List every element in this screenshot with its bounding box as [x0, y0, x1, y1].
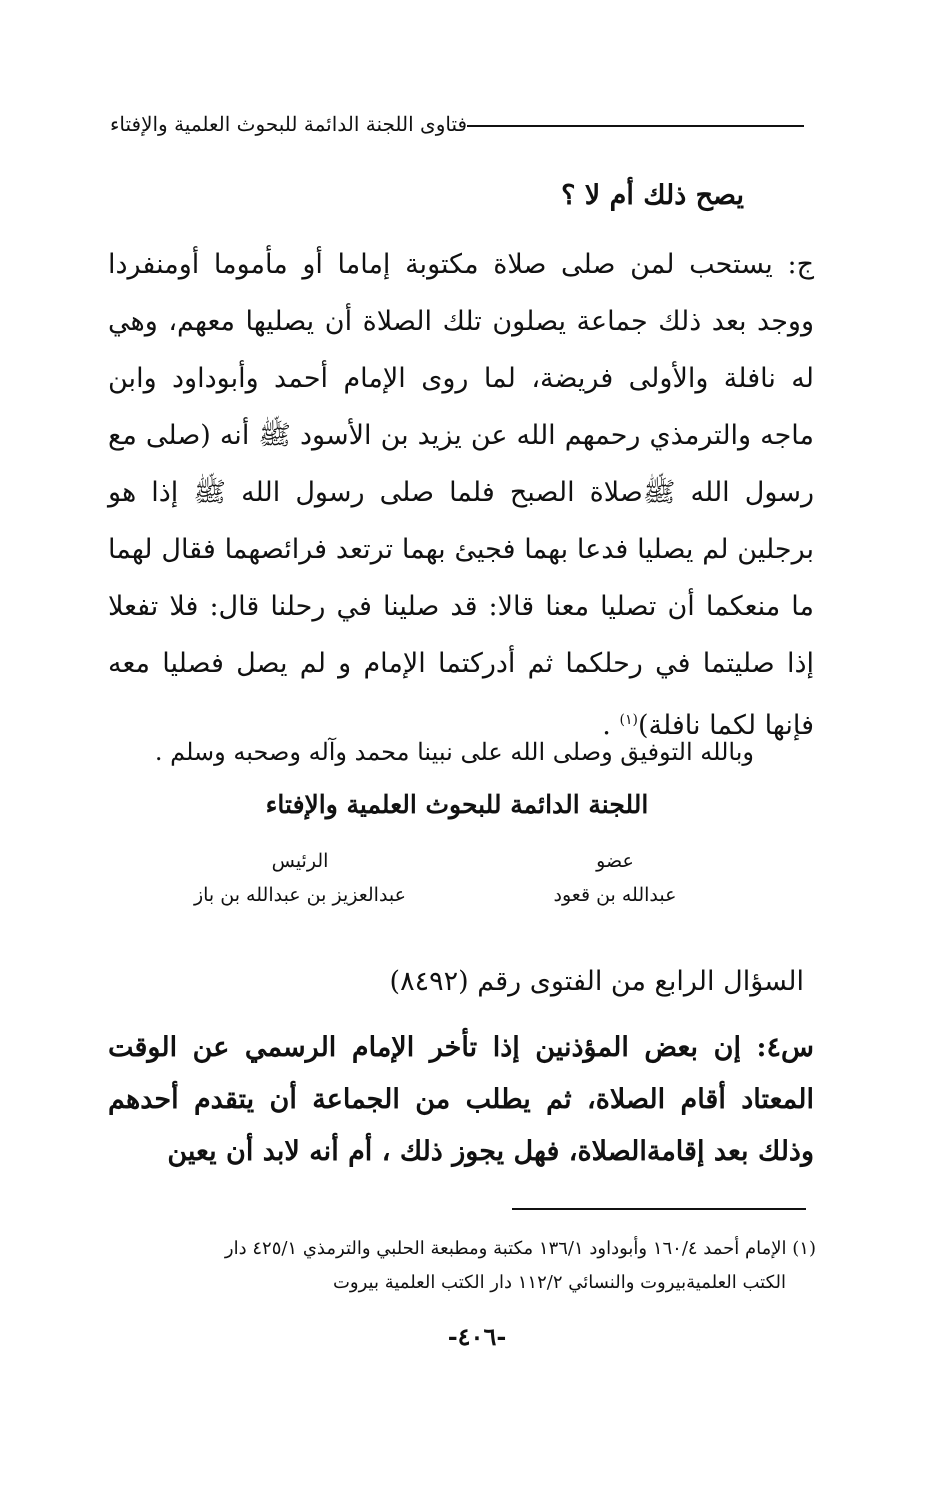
answer-paragraph [108, 236, 814, 754]
question-continuation: يصح ذلك أم لا ؟ [561, 180, 744, 211]
answer-end-mark: . [602, 710, 620, 741]
running-header [110, 112, 814, 136]
signatory-chairman [180, 850, 420, 906]
answer-text: ج: يستحب لمن صلى صلاة مكتوبة إماما أو مأموما أومنفردا ووجد بعد ذلك جماعة يصلون تلك الصلاة أن يصليها معهم، وهي له نافلة والأولى فريضة، لما روى الإمام أحمد وأبوداود وابن ماجه والترمذي رحمهم الله عن يزيد بن الأسود ﷺ أنه (صلى مع رسول الله ﷺصلاة الصبح فلما صلى رسول الله ﷺ إذا هو برجلين لم يصليا فدعا بهما فجيئ بهما ترتعد فرائصهما فقال لهما ما منعكما أن تصليا معنا قالا: قد صلينا في رحلنا قال: فلا تفعلا إذا صليتما في رحلكما ثم أدركتما الإمام و لم يصل فصليا معه فإنها لكما نافلة) [108, 249, 814, 741]
footnote-separator [512, 1208, 806, 1210]
header-rule [467, 125, 804, 127]
signatory-role: عضو [596, 850, 634, 872]
footnote-line-2: الكتب العلميةبيروت والنسائي ١١٢/٢ دار الكتب العلمية بيروت [332, 1272, 786, 1293]
signatory-member [540, 850, 690, 906]
footnote-line-1: (١) الإمام أحمد ١٦٠/٤ وأبوداود ١٣٦/١ مكتبة ومطبعة الحلبي والترمذي ٤٢٥/١ دار [224, 1238, 816, 1259]
page-number: -٤٠٦- [447, 1322, 507, 1351]
signatory-role: الرئيس [271, 850, 329, 872]
signatory-name: عبدالعزيز بن عبدالله بن باز [193, 884, 407, 906]
section-title: السؤال الرابع من الفتوى رقم (٨٤٩٢) [389, 966, 804, 997]
footnote [110, 1232, 816, 1300]
question-paragraph: س٤: إن بعض المؤذنين إذا تأخر الإمام الرسمي عن الوقت المعتاد أقام الصلاة، ثم يطلب من الجماعة أن يتقدم أحدهم وذلك بعد إقامةالصلاة، فهل يجوز ذلك ، أم أنه لابد أن يعين [108, 1032, 814, 1167]
footnote-marker: (١) [619, 712, 638, 728]
closing-line: وبالله التوفيق وصلى الله على نبينا محمد وآله وصحبه وسلم . [154, 738, 754, 766]
header-title: فتاوى اللجنة الدائمة للبحوث العلمية والإفتاء [110, 112, 468, 136]
signatory-name: عبدالله بن قعود [553, 884, 677, 906]
committee-name: اللجنة الدائمة للبحوث العلمية والإفتاء [265, 790, 649, 819]
